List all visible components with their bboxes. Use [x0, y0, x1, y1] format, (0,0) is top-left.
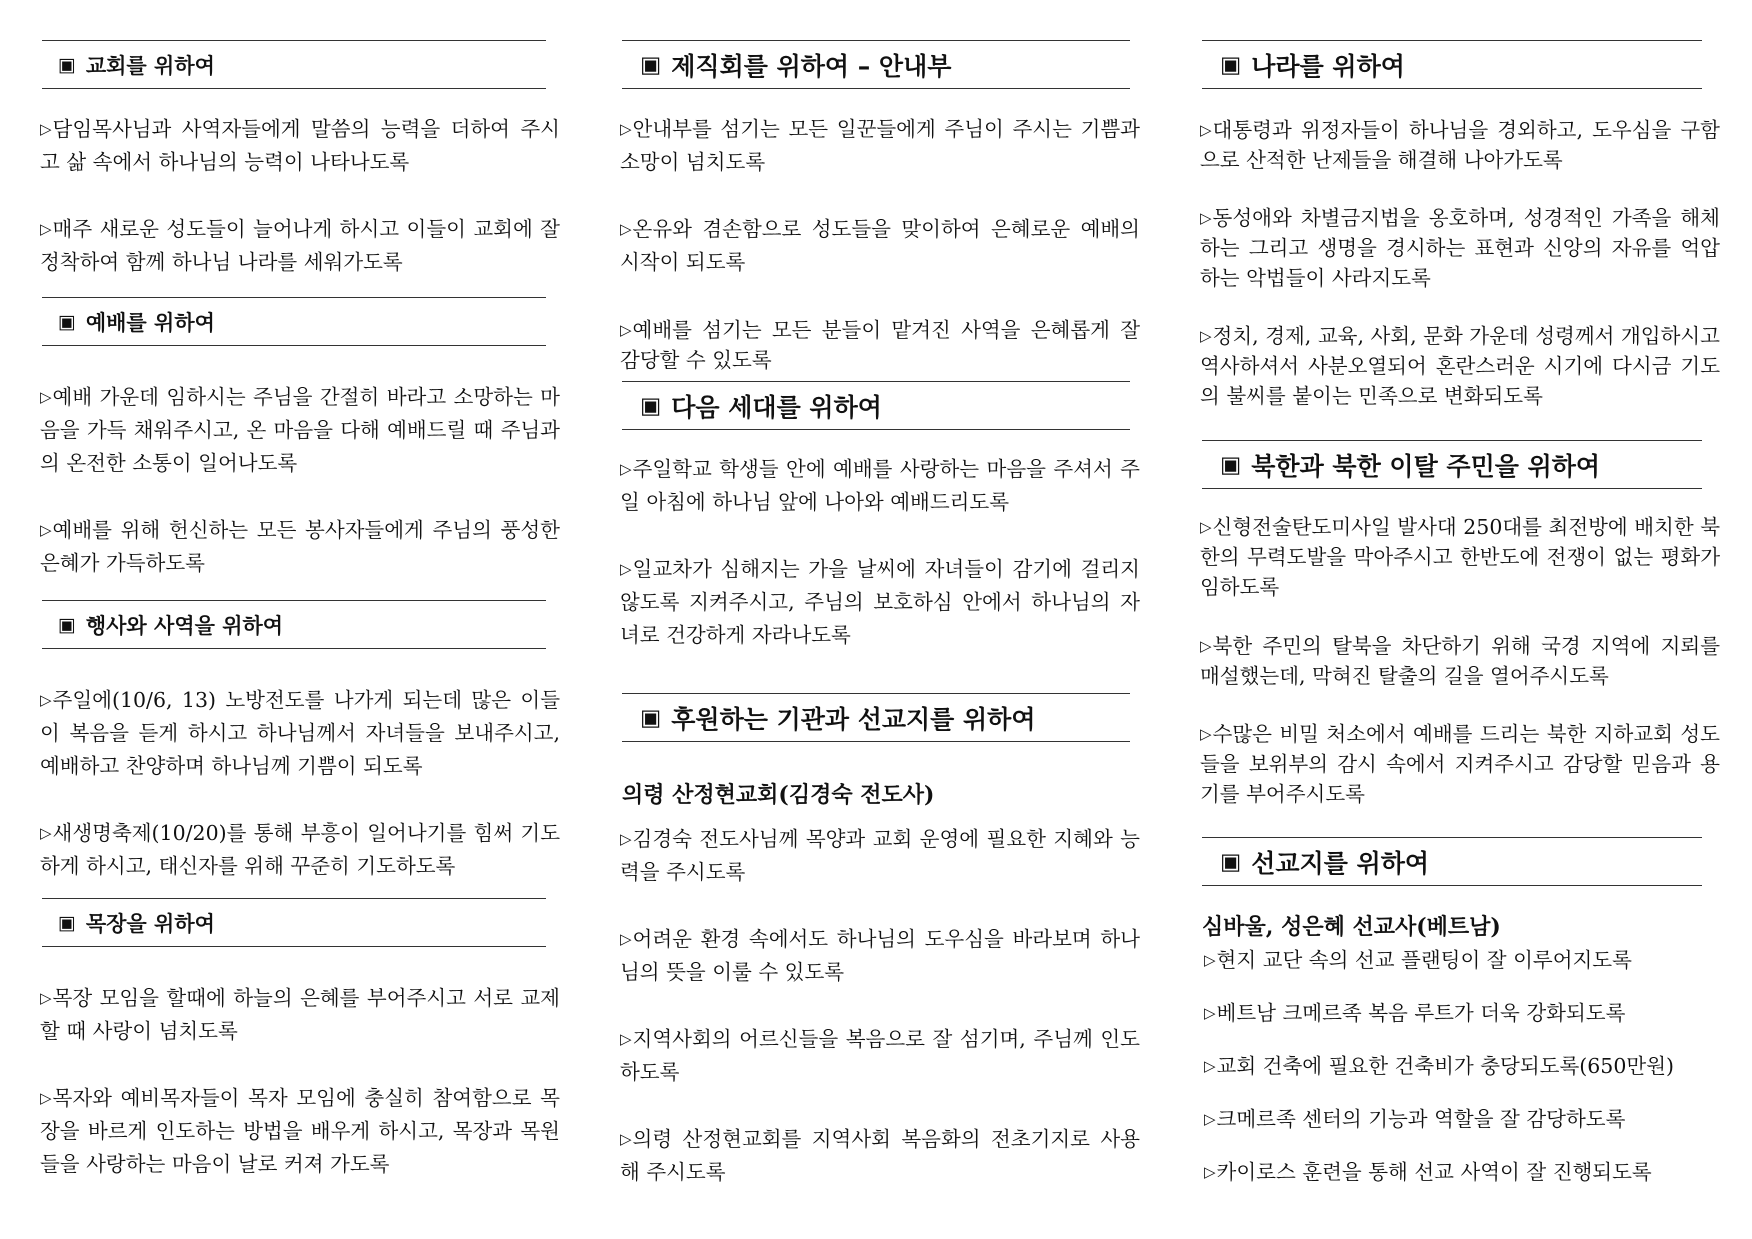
- section-square-icon: ▣: [1220, 51, 1242, 78]
- section-header-northkorea: [1202, 440, 1702, 489]
- section-header-missions: [1202, 837, 1702, 886]
- section-header-events: [42, 600, 546, 649]
- triangle-bullet-icon: ▷: [1200, 121, 1212, 139]
- prayer-item: ▷일교차가 심해지는 가을 날씨에 자녀들이 감기에 걸리지 않도록 지켜주시고, 주님의 보호하심 안에서 하나님의 자녀로 건강하게 자라나도록: [620, 553, 1140, 652]
- section-title: 제직회를 위하여 – 안내부: [671, 51, 952, 81]
- section-header-nation: [1202, 40, 1702, 89]
- triangle-bullet-icon: ▷: [1204, 1110, 1216, 1128]
- prayer-item: ▷의령 산정현교회를 지역사회 복음화의 전초기지로 사용해 주시도록: [620, 1123, 1140, 1189]
- triangle-bullet-icon: ▷: [1200, 725, 1212, 743]
- prayer-item: ▷안내부를 섬기는 모든 일꾼들에게 주님이 주시는 기쁨과 소망이 넘치도록: [620, 113, 1140, 179]
- section-square-icon: ▣: [640, 704, 662, 731]
- triangle-bullet-icon: ▷: [620, 560, 632, 578]
- section-header-pastures: [42, 898, 546, 947]
- triangle-bullet-icon: ▷: [40, 388, 52, 406]
- section-square-icon: ▣: [1220, 848, 1242, 875]
- section-title: 다음 세대를 위하여: [671, 392, 882, 422]
- triangle-bullet-icon: ▷: [620, 830, 632, 848]
- section-title: 나라를 위하여: [1251, 51, 1405, 81]
- triangle-bullet-icon: ▷: [1204, 1163, 1216, 1181]
- section-title: 행사와 사역을 위하여: [85, 613, 284, 638]
- triangle-bullet-icon: ▷: [1204, 951, 1216, 969]
- prayer-item: ▷주일학교 학생들 안에 예배를 사랑하는 마음을 주셔서 주일 아침에 하나님 앞에 나아와 예배드리도록: [620, 453, 1140, 519]
- prayer-item: ▷정치, 경제, 교육, 사회, 문화 가운데 성령께서 개입하시고 역사하셔서 사분오열되어 혼란스러운 시기에 다시금 기도의 불씨를 붙이는 민족으로 변화되도록: [1200, 321, 1720, 411]
- prayer-item: ▷북한 주민의 탈북을 차단하기 위해 국경 지역에 지뢰를 매설했는데, 막혀진 탈출의 길을 열어주시도록: [1200, 631, 1720, 691]
- triangle-bullet-icon: ▷: [1200, 327, 1212, 345]
- triangle-bullet-icon: ▷: [620, 1130, 632, 1148]
- section-header-church: [42, 40, 546, 89]
- triangle-bullet-icon: ▷: [40, 521, 52, 539]
- section-header-worship: [42, 297, 546, 346]
- section-square-icon: ▣: [640, 51, 662, 78]
- triangle-bullet-icon: ▷: [40, 691, 52, 709]
- triangle-bullet-icon: ▷: [40, 824, 52, 842]
- prayer-item: ▷교회 건축에 필요한 건축비가 충당되도록(650만원): [1204, 1050, 1744, 1083]
- prayer-item: ▷예배를 위해 헌신하는 모든 봉사자들에게 주님의 풍성한 은혜가 가득하도록: [40, 514, 560, 580]
- prayer-item: ▷목자와 예비목자들이 목자 모임에 충실히 참여함으로 목장을 바르게 인도하는 방법을 배우게 하시고, 목장과 목원들을 사랑하는 마음이 날로 커져 가도록: [40, 1082, 560, 1181]
- prayer-item: ▷지역사회의 어르신들을 복음으로 잘 섬기며, 주님께 인도하도록: [620, 1023, 1140, 1089]
- triangle-bullet-icon: ▷: [620, 460, 632, 478]
- section-title: 후원하는 기관과 선교지를 위하여: [671, 704, 1036, 734]
- triangle-bullet-icon: ▷: [40, 989, 52, 1007]
- section-header-nextgen: [622, 381, 1130, 430]
- triangle-bullet-icon: ▷: [40, 120, 52, 138]
- section-square-icon: ▣: [1220, 451, 1242, 478]
- prayer-item: ▷예배 가운데 임하시는 주님을 간절히 바라고 소망하는 마음을 가득 채워주시고, 온 마음을 다해 예배드릴 때 주님과의 온전한 소통이 일어나도록: [40, 381, 560, 480]
- prayer-item: ▷베트남 크메르족 복음 루트가 더욱 강화되도록: [1204, 997, 1744, 1030]
- prayer-item: ▷카이로스 훈련을 통해 선교 사역이 잘 진행되도록: [1204, 1156, 1744, 1189]
- prayer-item: ▷주일에(10/6, 13) 노방전도를 나가게 되는데 많은 이들이 복음을 듣게 하시고 하나님께서 자녀들을 보내주시고, 예배하고 찬양하며 하나님께 기쁨이 되도록: [40, 684, 560, 783]
- section-title: 목장을 위하여: [85, 911, 215, 936]
- section-square-icon: ▣: [640, 392, 662, 419]
- triangle-bullet-icon: ▷: [620, 321, 632, 339]
- prayer-item: ▷새생명축제(10/20)를 통해 부흥이 일어나기를 힘써 기도하게 하시고, 태신자를 위해 꾸준히 기도하도록: [40, 817, 560, 883]
- section-title: 예배를 위하여: [85, 310, 215, 335]
- section-header-ushers: [622, 40, 1130, 89]
- section-square-icon: ▣: [58, 911, 76, 934]
- triangle-bullet-icon: ▷: [620, 1030, 632, 1048]
- prayer-item: ▷담임목사님과 사역자들에게 말씀의 능력을 더하여 주시고 삶 속에서 하나님의 능력이 나타나도록: [40, 113, 560, 179]
- triangle-bullet-icon: ▷: [1200, 209, 1212, 227]
- triangle-bullet-icon: ▷: [40, 1089, 52, 1107]
- prayer-item: ▷현지 교단 속의 선교 플랜팅이 잘 이루어지도록: [1204, 944, 1744, 977]
- triangle-bullet-icon: ▷: [1200, 518, 1212, 536]
- prayer-item: ▷온유와 겸손함으로 성도들을 맞이하여 은혜로운 예배의 시작이 되도록: [620, 213, 1140, 279]
- prayer-item: ▷수많은 비밀 처소에서 예배를 드리는 북한 지하교회 성도들을 보위부의 감시 속에서 지켜주시고 감당할 믿음과 용기를 부어주시도록: [1200, 719, 1720, 809]
- triangle-bullet-icon: ▷: [620, 220, 632, 238]
- triangle-bullet-icon: ▷: [620, 120, 632, 138]
- supported-church-name: 의령 산정현교회(김경숙 전도사): [622, 782, 935, 808]
- section-header-supported: [622, 693, 1130, 742]
- section-title: 교회를 위하여: [85, 53, 215, 78]
- section-title: 선교지를 위하여: [1251, 848, 1430, 878]
- triangle-bullet-icon: ▷: [620, 930, 632, 948]
- section-square-icon: ▣: [58, 613, 76, 636]
- triangle-bullet-icon: ▷: [40, 220, 52, 238]
- triangle-bullet-icon: ▷: [1204, 1057, 1216, 1075]
- prayer-item: ▷동성애와 차별금지법을 옹호하며, 성경적인 가족을 해체하는 그리고 생명을 경시하는 표현과 신앙의 자유를 억압하는 악법들이 사라지도록: [1200, 203, 1720, 293]
- missionary-name: 심바울, 성은혜 선교사(베트남): [1202, 914, 1501, 940]
- prayer-item: ▷매주 새로운 성도들이 늘어나게 하시고 이들이 교회에 잘 정착하여 함께 하나님 나라를 세워가도록: [40, 213, 560, 279]
- prayer-item: ▷목장 모임을 할때에 하늘의 은혜를 부어주시고 서로 교제할 때 사랑이 넘치도록: [40, 982, 560, 1048]
- prayer-item: ▷크메르족 센터의 기능과 역할을 잘 감당하도록: [1204, 1103, 1744, 1136]
- prayer-item: ▷어려운 환경 속에서도 하나님의 도우심을 바라보며 하나님의 뜻을 이룰 수 있도록: [620, 923, 1140, 989]
- triangle-bullet-icon: ▷: [1200, 637, 1212, 655]
- prayer-item: ▷예배를 섬기는 모든 분들이 맡겨진 사역을 은혜롭게 잘 감당할 수 있도록: [620, 315, 1140, 375]
- section-square-icon: ▣: [58, 53, 76, 76]
- prayer-item: ▷신형전술탄도미사일 발사대 250대를 최전방에 배치한 북한의 무력도발을 막아주시고 한반도에 전쟁이 없는 평화가 임하도록: [1200, 512, 1720, 602]
- prayer-item: ▷김경숙 전도사님께 목양과 교회 운영에 필요한 지혜와 능력을 주시도록: [620, 823, 1140, 889]
- section-square-icon: ▣: [58, 310, 76, 333]
- section-title: 북한과 북한 이탈 주민을 위하여: [1251, 451, 1601, 481]
- prayer-item: ▷대통령과 위정자들이 하나님을 경외하고, 도우심을 구함으로 산적한 난제들을 해결해 나아가도록: [1200, 115, 1720, 175]
- triangle-bullet-icon: ▷: [1204, 1004, 1216, 1022]
